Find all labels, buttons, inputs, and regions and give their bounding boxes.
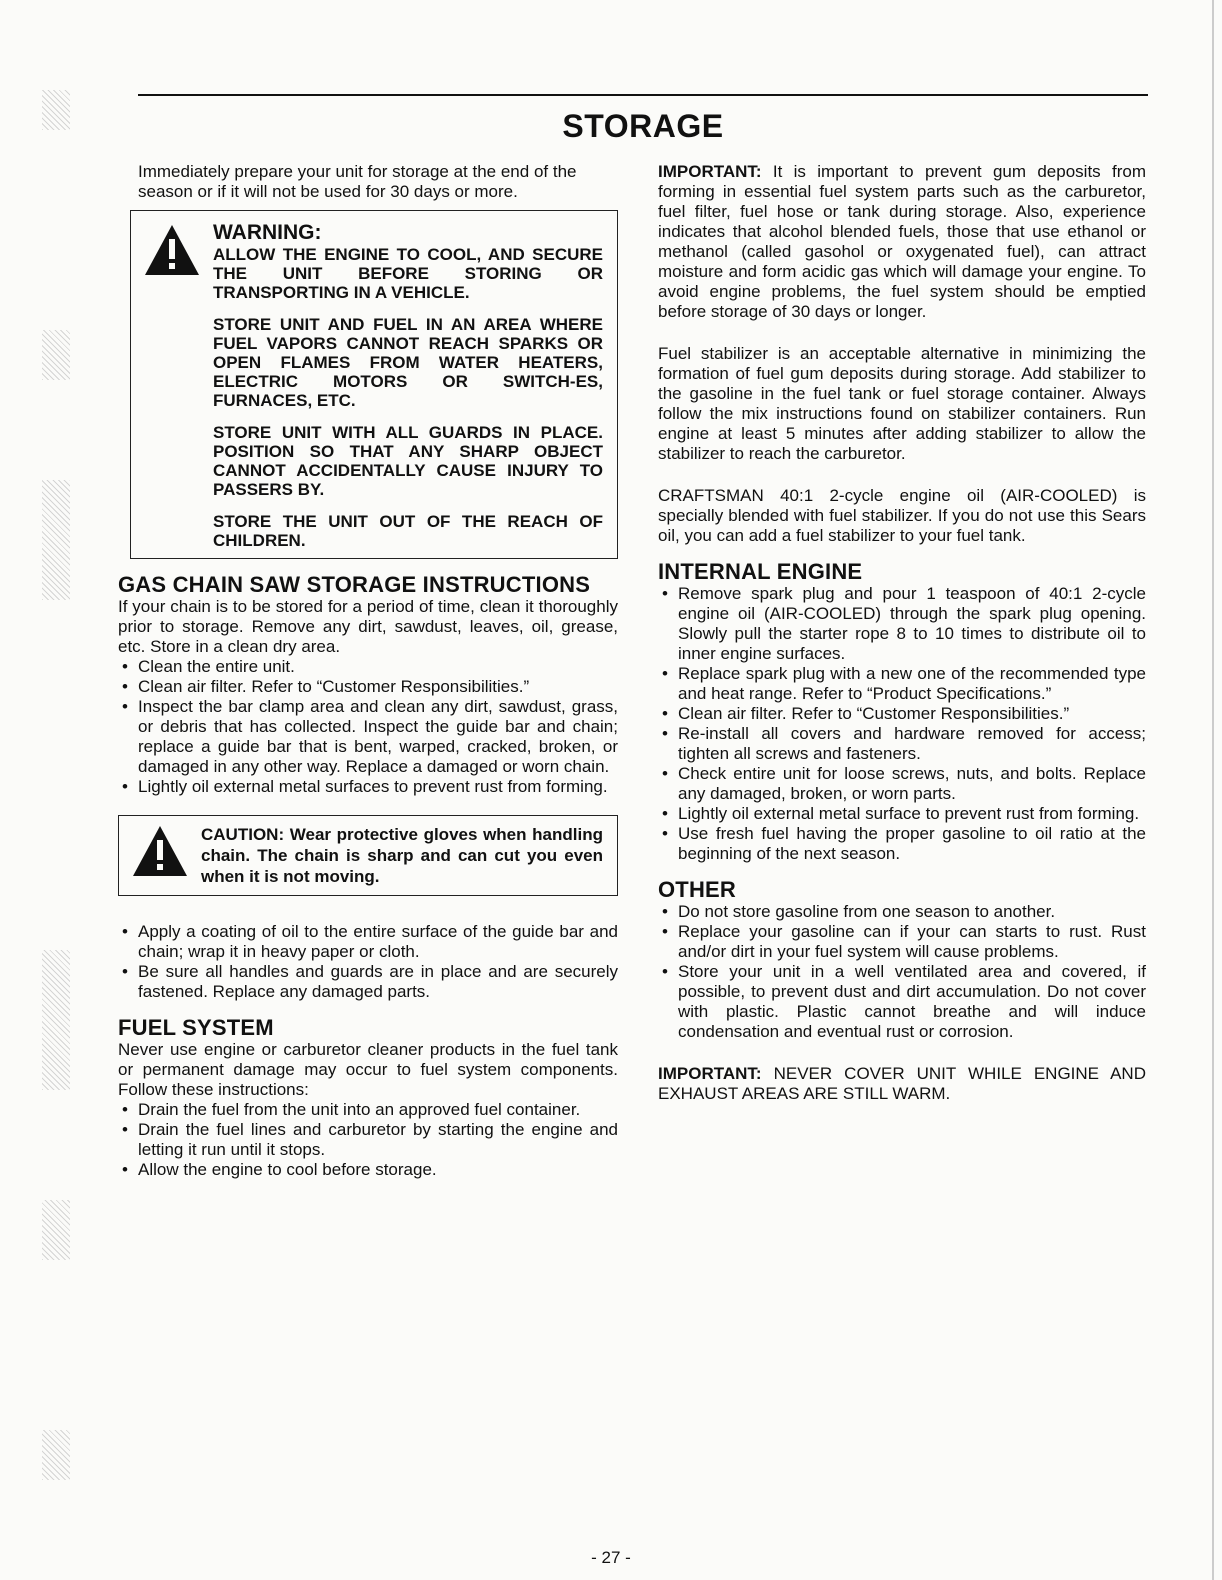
warning-paragraph: STORE THE UNIT OUT OF THE REACH OF CHILDREN. [213, 512, 603, 550]
list-item: • Lightly oil external metal surfaces to prevent rust from forming. [118, 777, 618, 797]
right-column [658, 162, 1146, 1104]
list-item: • Inspect the bar clamp area and clean any dirt, sawdust, grass, or debris that has collected. Inspect the guide bar and chain; replace a guide bar that is bent, warped, cracked, broken, or damaged in any other way. Replace a damaged or worn chain. [118, 697, 618, 777]
caution-text: Wear protective gloves when handling chain. The chain is sharp and can cut you even when it is not moving. [201, 825, 603, 886]
list-item: • Re-install all covers and hardware removed for access; tighten all screws and fasteners. [658, 724, 1146, 764]
internal-engine-list [658, 584, 1146, 864]
intro-text: Immediately prepare your unit for storage at the end of the season or if it will not be used for 30 days or more. [138, 162, 577, 201]
caution-box [118, 815, 618, 896]
fuel-system-list [118, 1100, 618, 1180]
important-text: NEVER COVER UNIT WHILE ENGINE AND EXHAUST AREAS ARE STILL WARM. [658, 1064, 1146, 1103]
craftsman-text: CRAFTSMAN 40:1 2-cycle engine oil (AIR-COOLED) is specially blended with fuel stabilizer. If you do not use this Sears oil, you can add a fuel stabilizer to your fuel tank. [658, 486, 1146, 545]
warning-paragraph: STORE UNIT WITH ALL GUARDS IN PLACE. POSITION SO THAT ANY SHARP OBJECT CANNOT ACCIDENTALLY CAUSE INJURY TO PASSERS BY. [213, 423, 603, 499]
list-item: • Remove spark plug and pour 1 teaspoon of 40:1 2-cycle engine oil (AIR-COOLED) through the spark plug opening. Slowly pull the starter rope 8 to 10 times to distribute oil to inner engine surfaces. [658, 584, 1146, 664]
fuel-system-heading: FUEL SYSTEM [118, 1015, 274, 1040]
scan-artifact [42, 950, 70, 1090]
internal-engine-heading: INTERNAL ENGINE [658, 559, 863, 584]
page-number: - 27 - [591, 1548, 631, 1567]
list-item: • Replace spark plug with a new one of the recommended type and heat range. Refer to “Product Specifications.” [658, 664, 1146, 704]
page-edge [1212, 0, 1214, 1580]
caution-label: CAUTION: [201, 825, 285, 844]
fuel-system-body: Never use engine or carburetor cleaner products in the fuel tank or permanent damage may occur to fuel system components. Follow these instructions: [118, 1040, 618, 1099]
list-item: • Drain the fuel from the unit into an approved fuel container. [118, 1100, 618, 1120]
list-item: • Replace your gasoline can if your can starts to rust. Rust and/or dirt in your fuel system will cause problems. [658, 922, 1146, 962]
left-column [118, 162, 618, 1180]
caution-triangle-icon [131, 824, 189, 878]
list-item: • Clean air filter. Refer to “Customer Responsibilities.” [658, 704, 1146, 724]
important-label: IMPORTANT: [658, 1064, 762, 1083]
gas-storage-heading: GAS CHAIN SAW STORAGE INSTRUCTIONS [118, 572, 591, 597]
list-item: • Do not store gasoline from one season to another. [658, 902, 1146, 922]
list-item: • Be sure all handles and guards are in place and are securely fastened. Replace any damaged parts. [118, 962, 618, 1002]
scan-artifact [42, 1200, 70, 1260]
page-title: STORAGE [562, 108, 724, 144]
other-list [658, 902, 1146, 1042]
gas-storage-body: If your chain is to be stored for a period of time, clean it thoroughly prior to storage. Remove any dirt, sawdust, leaves, oil, grease, etc. Store in a clean dry area. [118, 597, 618, 656]
important-label: IMPORTANT: [658, 162, 762, 181]
list-item: • Store your unit in a well ventilated area and covered, if possible, to prevent dust and dirt accumulation. Do not cover with plastic. Plastic cannot breathe and will induce condensation and eventual rust or corrosion. [658, 962, 1146, 1042]
important-text: It is important to prevent gum deposits from forming in essential fuel system parts such as the carburetor, fuel filter, fuel hose or tank during storage. Also, experience indicates that alcohol blended fuels, those that use ethanol or methanol (called gasohol or oxygenated fuel), can attract moisture and form acidic gas which will damage your engine. To avoid engine problems, the fuel system should be emptied before storage of 30 days or longer. [658, 162, 1146, 321]
list-item: • Allow the engine to cool before storage. [118, 1160, 618, 1180]
scan-artifact [42, 480, 70, 600]
list-item: • Clean air filter. Refer to “Customer Responsibilities.” [118, 677, 618, 697]
important-warm-note [658, 1064, 1146, 1104]
list-item: • Check entire unit for loose screws, nuts, and bolts. Replace any damaged, broken, or worn parts. [658, 764, 1146, 804]
list-item: • Clean the entire unit. [118, 657, 618, 677]
important-note [658, 162, 1146, 322]
header-rule [138, 94, 1148, 96]
list-item: • Lightly oil external metal surface to prevent rust from forming. [658, 804, 1146, 824]
other-heading: OTHER [658, 877, 736, 902]
scan-artifact [42, 90, 70, 130]
warning-box [130, 210, 618, 559]
list-item: • Apply a coating of oil to the entire surface of the guide bar and chain; wrap it in heavy paper or cloth. [118, 922, 618, 962]
warning-triangle-icon [143, 223, 201, 277]
scan-artifact [42, 1430, 70, 1480]
list-item: • Drain the fuel lines and carburetor by starting the engine and letting it run until it stops. [118, 1120, 618, 1160]
warning-heading: WARNING: [213, 221, 322, 244]
stabilizer-text: Fuel stabilizer is an acceptable alternative in minimizing the formation of fuel gum deposits during storage. Add stabilizer to the gasoline in the fuel tank or fuel storage container. Always follow the mix instructions found on stabilizer containers. Run engine at least 5 minutes after adding stabilizer to allow the stabilizer to reach the carburetor. [658, 344, 1146, 463]
scan-artifact [42, 330, 70, 380]
gas-storage-list [118, 657, 618, 797]
warning-paragraph: ALLOW THE ENGINE TO COOL, AND SECURE THE UNIT BEFORE STORING OR TRANSPORTING IN A VEHICLE. [213, 245, 603, 302]
warning-paragraph: STORE UNIT AND FUEL IN AN AREA WHERE FUEL VAPORS CANNOT REACH SPARKS OR OPEN FLAMES FROM WATER HEATERS, ELECTRIC MOTORS OR SWITCH-ES, FURNACES, ETC. [213, 315, 603, 410]
list-item: • Use fresh fuel having the proper gasoline to oil ratio at the beginning of the next season. [658, 824, 1146, 864]
after-caution-list [118, 922, 618, 1002]
